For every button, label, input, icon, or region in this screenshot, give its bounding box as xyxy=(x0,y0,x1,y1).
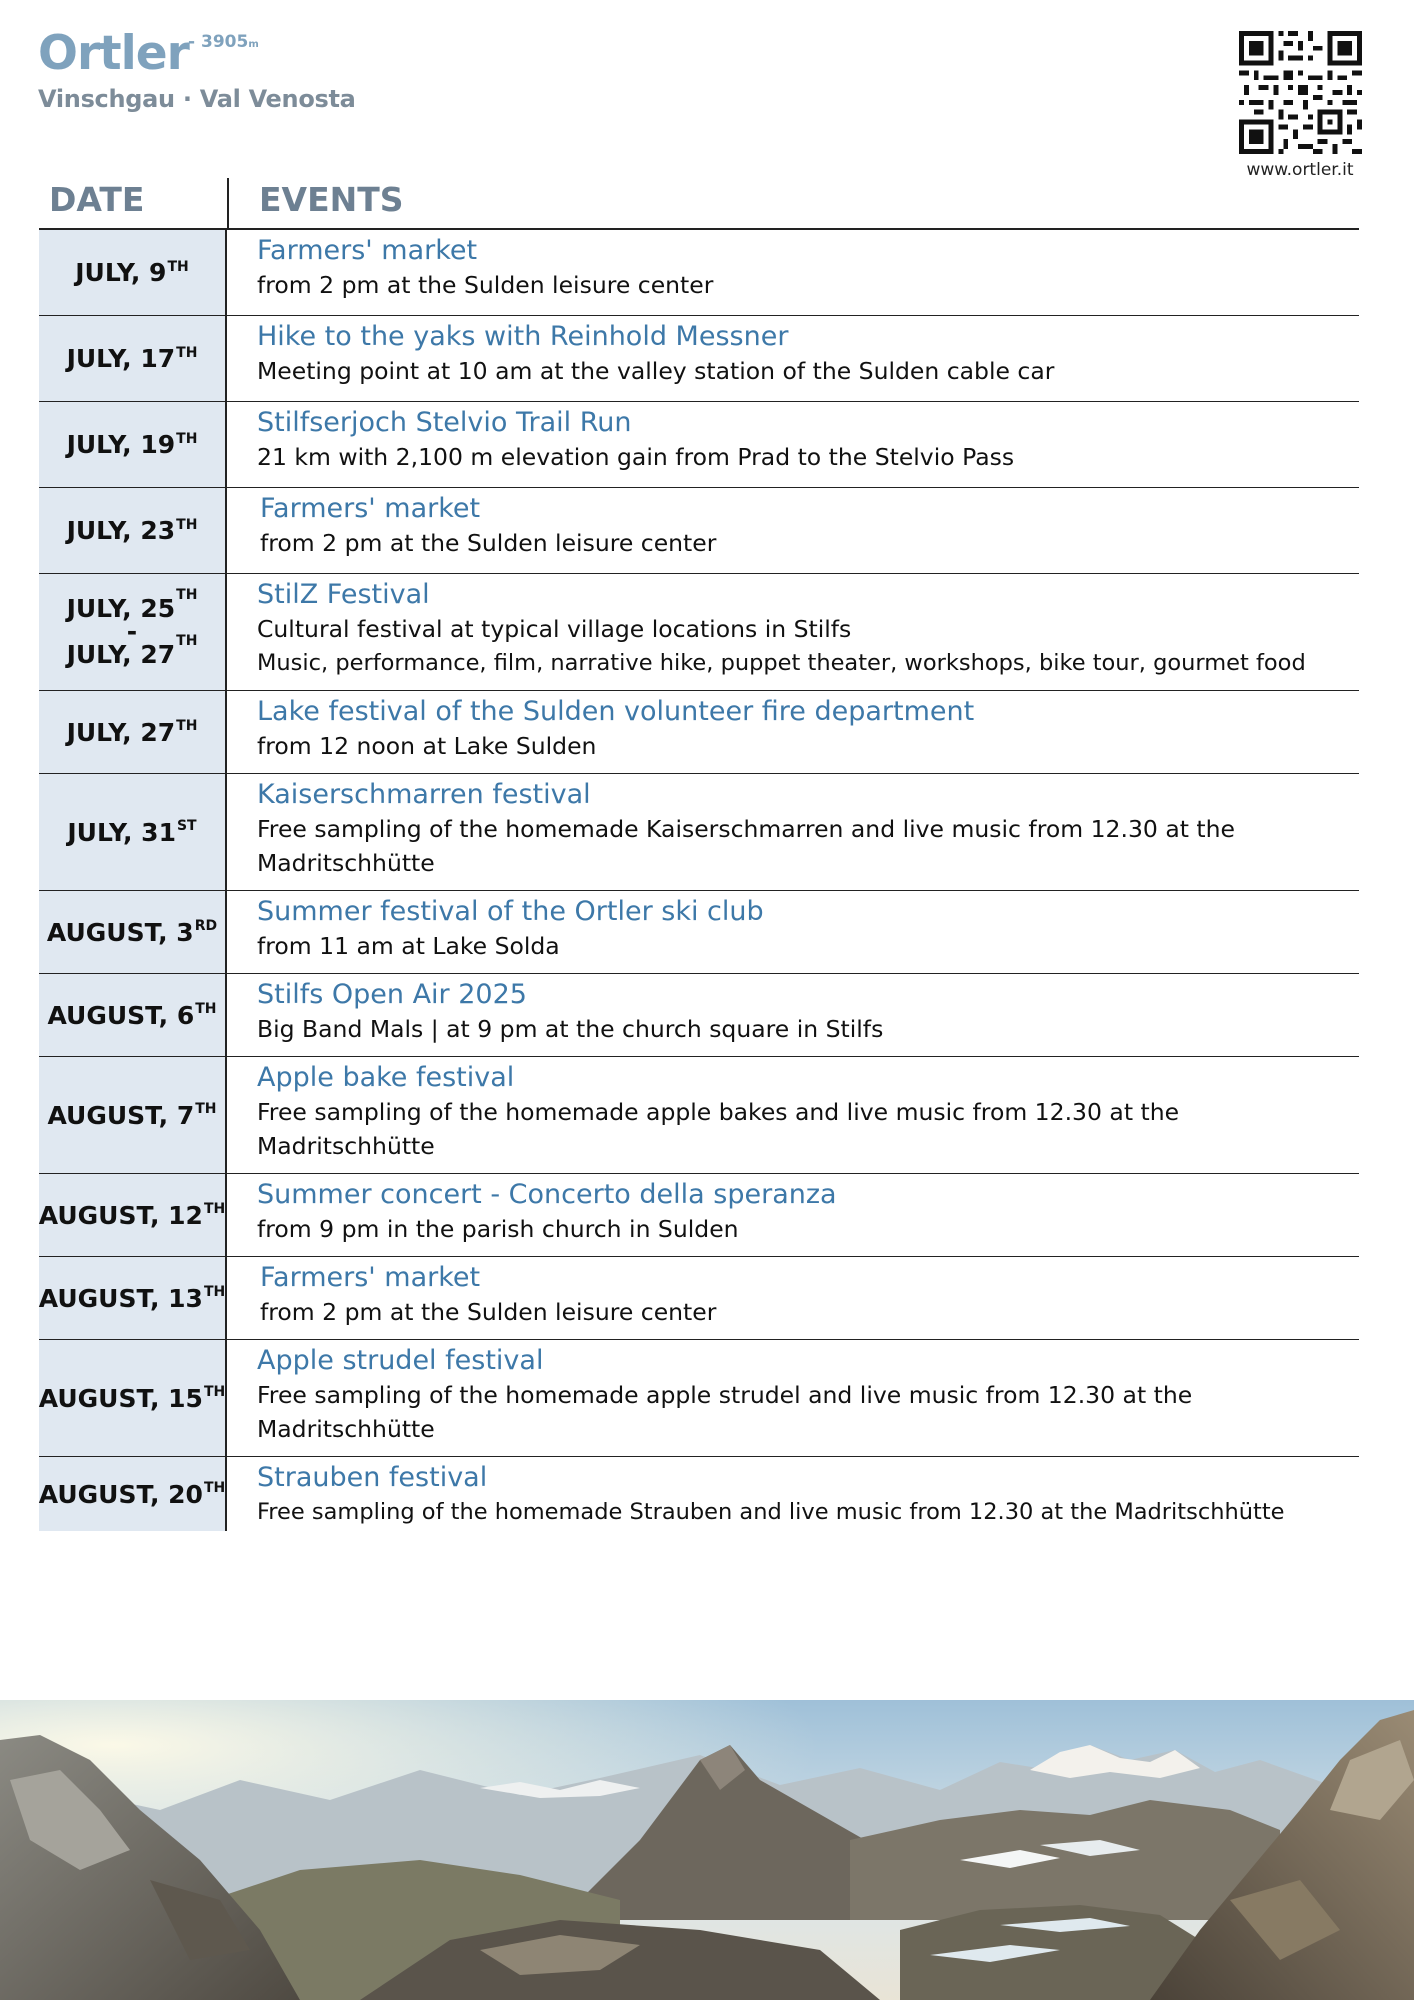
mountain-panorama-image xyxy=(0,1700,1414,2000)
event-title: Hike to the yaks with Reinhold Messner xyxy=(257,321,789,352)
event-date-range: JULY, 25TH - JULY, 27TH xyxy=(39,574,227,690)
table-row xyxy=(39,1257,1359,1340)
event-description: Cultural festival at typical village locations in Stilfs xyxy=(257,615,852,643)
table-row xyxy=(39,1457,1359,1531)
event-description: Music, performance, film, narrative hike, puppet theater, workshops, bike tour, gourmet food xyxy=(257,650,1306,676)
logo-brand: Ortler xyxy=(38,26,189,81)
event-description: 21 km with 2,100 m elevation gain from Prad to the Stelvio Pass xyxy=(257,443,1015,471)
event-details xyxy=(227,974,1359,1056)
event-title: Apple strudel festival xyxy=(257,1345,544,1376)
event-description: from 11 am at Lake Solda xyxy=(257,932,560,960)
table-row xyxy=(39,316,1359,402)
event-title: Kaiserschmarren festival xyxy=(257,779,591,810)
event-date: AUGUST, 20 $^{TH}$ xyxy=(39,1457,227,1531)
table-row xyxy=(39,891,1359,974)
event-details xyxy=(227,574,1359,690)
event-date: JULY, 27 $^{TH}$ xyxy=(39,691,227,773)
table-row xyxy=(39,691,1359,774)
event-details xyxy=(227,316,1359,401)
events-column-header: EVENTS xyxy=(259,180,404,219)
event-details xyxy=(227,488,1359,573)
event-description: from 2 pm at the Sulden leisure center xyxy=(260,529,717,557)
table-row xyxy=(39,1340,1359,1457)
event-date: JULY, 23 $^{TH}$ xyxy=(39,488,227,573)
event-description: from 2 pm at the Sulden leisure center xyxy=(260,1298,717,1326)
event-description: Free sampling of the homemade Kaiserschmarren and live music from 12.30 at the Madritschhütte xyxy=(257,815,1235,877)
table-header xyxy=(39,178,1359,230)
table-row xyxy=(39,1174,1359,1257)
header-divider xyxy=(227,178,229,228)
event-description: from 2 pm at the Sulden leisure center xyxy=(257,271,714,299)
event-title: Summer concert - Concerto della speranza xyxy=(257,1179,837,1210)
event-details xyxy=(227,891,1359,973)
table-row xyxy=(39,974,1359,1057)
table-row xyxy=(39,1057,1359,1174)
event-title: Lake festival of the Sulden volunteer fire department xyxy=(257,696,975,727)
event-description: Free sampling of the homemade Strauben and live music from 12.30 at the Madritschhütte xyxy=(257,1499,1285,1525)
event-details xyxy=(227,230,1359,315)
event-title: Stilfserjoch Stelvio Trail Run xyxy=(257,407,632,438)
event-title: Summer festival of the Ortler ski club xyxy=(257,896,764,927)
table-row xyxy=(39,488,1359,574)
event-description: from 12 noon at Lake Sulden xyxy=(257,732,597,760)
event-title: Farmers' market xyxy=(260,493,481,524)
event-title: Farmers' market xyxy=(260,1262,481,1293)
logo-elevation: - 3905m xyxy=(188,32,259,52)
event-date: AUGUST, 7 $^{TH}$ xyxy=(39,1057,227,1173)
event-title: Apple bake festival xyxy=(257,1062,515,1093)
event-date: AUGUST, 12 $^{TH}$ xyxy=(39,1174,227,1256)
event-description: Meeting point at 10 am at the valley station of the Sulden cable car xyxy=(257,357,1055,385)
event-details xyxy=(227,1174,1359,1256)
events-table xyxy=(39,178,1359,1531)
event-description: Big Band Mals | at 9 pm at the church square in Stilfs xyxy=(257,1015,884,1043)
event-description: from 9 pm in the parish church in Sulden xyxy=(257,1215,739,1243)
event-details xyxy=(227,402,1359,487)
table-row xyxy=(39,402,1359,488)
event-date: AUGUST, 3 $^{RD}$ xyxy=(39,891,227,973)
date-column-header: DATE xyxy=(49,180,145,219)
event-date: JULY, 17 $^{TH}$ xyxy=(39,316,227,401)
event-date: AUGUST, 13 $^{TH}$ xyxy=(39,1257,227,1339)
table-row xyxy=(39,574,1359,691)
event-details xyxy=(227,1340,1359,1456)
event-details xyxy=(227,1257,1359,1339)
event-date: JULY, 31 $^{ST}$ xyxy=(39,774,227,890)
event-description: Free sampling of the homemade apple strudel and live music from 12.30 at the Madritschhütte xyxy=(257,1381,1193,1443)
website-url[interactable]: www.ortler.it xyxy=(1246,160,1354,180)
event-date: JULY, 9 $^{TH}$ xyxy=(39,230,227,315)
ortler-logo xyxy=(38,26,356,113)
event-title: Farmers' market xyxy=(257,235,478,266)
logo-region: Vinschgau · Val Venosta xyxy=(38,85,356,113)
event-title: StilZ Festival xyxy=(257,579,430,610)
event-date: AUGUST, 6 $^{TH}$ xyxy=(39,974,227,1056)
event-details xyxy=(227,1057,1359,1173)
event-title: Stilfs Open Air 2025 xyxy=(257,979,527,1010)
event-title: Strauben festival xyxy=(257,1462,488,1493)
event-date: JULY, 19 $^{TH}$ xyxy=(39,402,227,487)
qr-code-icon xyxy=(1239,31,1362,154)
event-description: Free sampling of the homemade apple bakes and live music from 12.30 at the Madritschhütte xyxy=(257,1098,1180,1160)
event-details xyxy=(227,691,1359,773)
event-details xyxy=(227,774,1359,890)
event-details xyxy=(227,1457,1359,1531)
event-date: AUGUST, 15 $^{TH}$ xyxy=(39,1340,227,1456)
table-row xyxy=(39,774,1359,891)
table-row xyxy=(39,230,1359,316)
